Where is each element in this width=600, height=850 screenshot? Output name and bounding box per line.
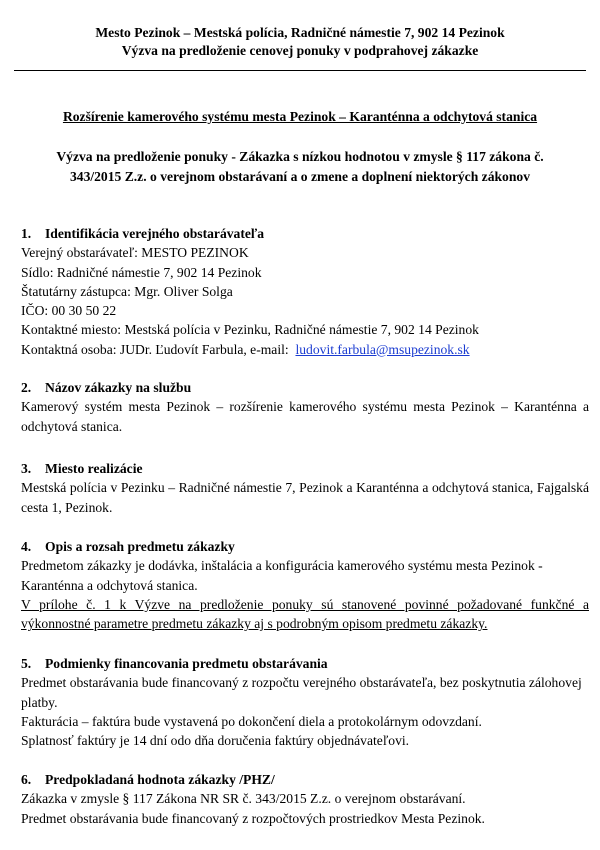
document-subtitle: Výzva na predloženie ponuky - Zákazka s nízkou hodnotou v zmysle § 117 zákona č. 343/2015 Z.z. o verejnom obstarávaní a o zmene a doplnení niektorých zákonov: [56, 149, 544, 184]
section-6-title: Predpokladaná hodnota zákazky /PHZ/: [45, 772, 275, 787]
section-4-annex-note: V prílohe č. 1 k Výzve na predloženie ponuky sú stanovené povinné požadované funkčné a výkonnostné parametre predmetu zákazky aj s podrobným opisom predmetu zákazky.: [21, 596, 589, 632]
section-2-text: Kamerový systém mesta Pezinok – rozšírenie kamerového systému mesta Pezinok – Karanténna a odchytová stanica.: [21, 399, 589, 434]
section-4-title: Opis a rozsah predmetu zákazky: [45, 539, 235, 554]
section-6-line-1: Zákazka v zmysle § 117 Zákona NR SR č. 343/2015 Z.z. o verejnom obstarávaní.: [21, 791, 466, 807]
contact-email-link[interactable]: ludovit.farbula@msupezinok.sk: [295, 341, 470, 357]
section-4: [21, 537, 589, 633]
document-header: [14, 24, 586, 60]
section-3-number: 3.: [21, 461, 32, 476]
section-6-number: 6.: [21, 772, 32, 787]
section-1: [21, 224, 589, 359]
section-5-text: Predmet obstarávania bude financovaný z rozpočtu verejného obstarávateľa, bez poskytnutia zálohovej platby.: [21, 675, 582, 710]
header-divider: [14, 70, 586, 71]
section-1-heading: [21, 224, 589, 243]
section-2: [21, 378, 589, 436]
section-2-number: 2.: [21, 380, 32, 395]
section-5-heading: [21, 654, 589, 673]
section-3: [21, 459, 589, 517]
section-3-title: Miesto realizácie: [45, 461, 143, 476]
contracting-authority: Verejný obstarávateľ: MESTO PEZINOK: [21, 245, 249, 261]
section-5-invoicing: Fakturácia – faktúra bude vystavená po dokončení diela a protokolárnym odovzdaní.: [21, 713, 482, 729]
section-2-heading: [21, 378, 589, 397]
ico-number: IČO: 00 30 50 22: [21, 303, 117, 319]
header-line-2: Výzva na predloženie cenovej ponuky v podprahovej zákazke: [121, 43, 479, 58]
contact-person-label: Kontaktná osoba: JUDr. Ľudovít Farbula, e-mail:: [21, 341, 289, 357]
section-3-text: Mestská polícia v Pezinku – Radničné námestie 7, Pezinok a Karanténna a odchytová stanica, Fajgalská cesta 1, Pezinok.: [21, 480, 589, 515]
section-3-heading: [21, 459, 589, 478]
section-1-title: Identifikácia verejného obstarávateľa: [45, 226, 265, 241]
section-5-title: Podmienky financovania predmetu obstarávania: [45, 656, 328, 671]
contact-person: [21, 340, 589, 359]
section-4-number: 4.: [21, 539, 32, 554]
section-6-line-2: Predmet obstarávania bude financovaný z rozpočtových prostriedkov Mesta Pezinok.: [21, 810, 485, 826]
section-4-text: Predmetom zákazky je dodávka, inštalácia a konfigurácia kamerového systému mesta Pezinok - Karanténna a odchytová stanica.: [21, 558, 543, 593]
section-6-heading: [21, 770, 589, 789]
header-line-1: Mesto Pezinok – Mestská polícia, Radničné námestie 7, 902 14 Pezinok: [95, 25, 505, 40]
statutory-representative: Štatutárny zástupca: Mgr. Oliver Solga: [21, 283, 233, 299]
contact-place: Kontaktné miesto: Mestská polícia v Pezinku, Radničné námestie 7, 902 14 Pezinok: [21, 322, 479, 338]
seat-address: Sídlo: Radničné námestie 7, 902 14 Pezinok: [21, 264, 262, 280]
section-5: [21, 654, 589, 750]
section-4-heading: [21, 537, 589, 556]
section-5-number: 5.: [21, 656, 32, 671]
section-5-payment-terms: Splatnosť faktúry je 14 dní odo dňa doručenia faktúry objednávateľovi.: [21, 733, 410, 749]
section-2-title: Názov zákazky na službu: [45, 380, 192, 395]
subject-title: Rozšírenie kamerového systému mesta Pezinok – Karanténna a odchytová stanica: [62, 109, 538, 124]
section-1-number: 1.: [21, 226, 32, 241]
section-6: [21, 770, 589, 828]
